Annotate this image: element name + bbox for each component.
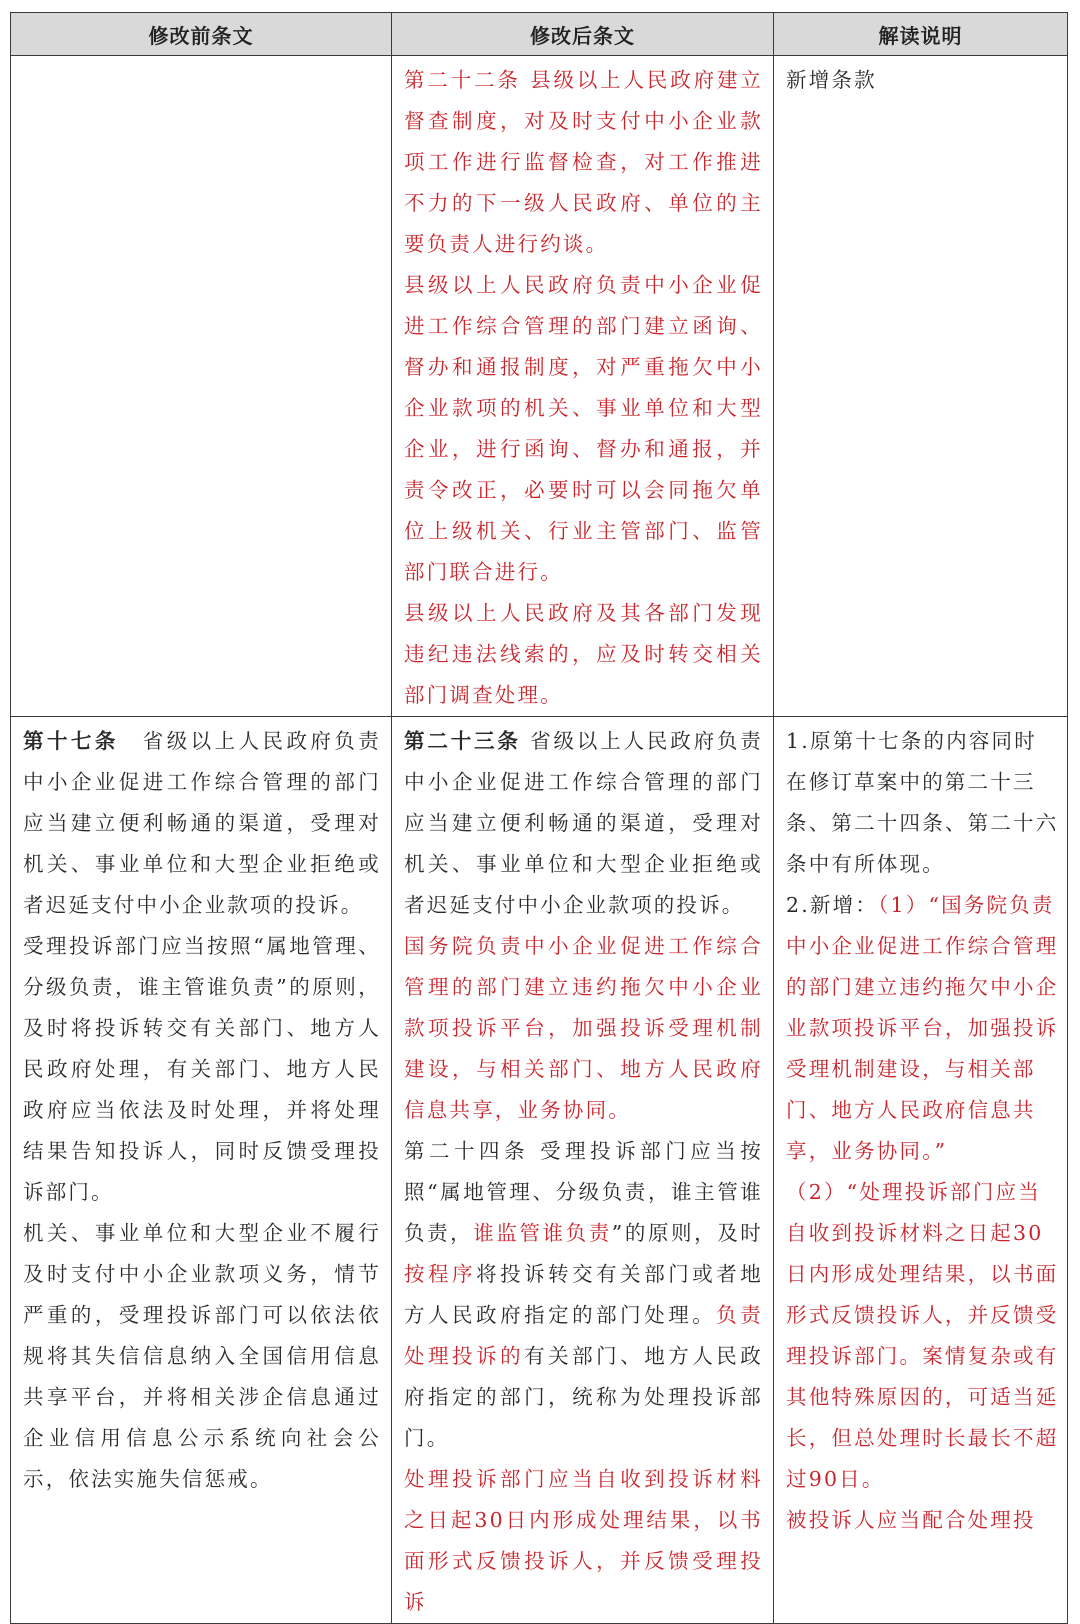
article-24-seg2-new: 谁监管谁负责 [473,1221,612,1245]
comparison-table [10,12,1068,1624]
note-item-1: 1.原第十七条的内容同时在修订草案中的第二十三条、第二十四条、第二十六条中有所体现。 [786,729,1059,876]
article-17-paragraph-2: 受理投诉部门应当按照“属地管理、分级负责，谁主管谁负责”的原则，及时将投诉转交有关部门、地方人民政府处理，有关部门、地方人民政府应当依法及时处理，并将处理结果告知投诉人，同时反馈受理投诉部门。 [23,934,381,1204]
article-17-label: 第十七条 [23,729,119,753]
article-23-paragraph-1 [404,721,763,926]
note-new-clause-text: 新增条款 [786,68,877,92]
article-17-text: 省级以上人民政府负责中小企业促进工作综合管理的部门应当建立便利畅通的渠道，受理对机关、事业单位和大型企业拒绝或者迟延支付中小企业款项的投诉。 [23,729,381,917]
article-23-platform-paragraph: 国务院负责中小企业促进工作综合管理的部门建立违约拖欠中小企业款项投诉平台，加强投诉受理机制建设，与相关部门、地方人民政府信息共享，业务协同。 [404,934,763,1122]
article-24-paragraph-1 [404,1131,763,1459]
note-item-2-part-3: 被投诉人应当配合处理投 [786,1508,1036,1532]
article-24-deadline-paragraph: 处理投诉部门应当自收到投诉材料之日起30日内形成处理结果，以书面形式反馈投诉人，并反馈受理投诉 [404,1467,763,1614]
note-item-2-part-1: （1）“国务院负责中小企业促进工作综合管理的部门建立违约拖欠中小企业款项投诉平台，加强投诉受理机制建设，与相关部门、地方人民政府信息共享，业务协同。” [786,893,1059,1163]
header-note: 解读说明 [774,13,1068,56]
note-item-2-prefix: 2.新增： [786,893,879,917]
note-item-2-part-2: （2）“处理投诉部门应当自收到投诉材料之日起30日内形成处理结果，以书面形式反馈投诉人，并反馈受理投诉部门。案情复杂或有其他特殊原因的，可适当延长，但总处理时长最长不超过90日。 [786,1180,1059,1491]
cell-before-empty [11,56,392,717]
article-17-paragraph-3: 机关、事业单位和大型企业不履行及时支付中小企业款项义务，情节严重的，受理投诉部门可以依法依规将其失信信息纳入全国信用信息共享平台，并将相关涉企信息通过企业信用信息公示系统向社会公示，依法实施失信惩戒。 [23,1221,381,1491]
header-after-text: 修改后条文 [392,13,774,56]
header-before-text: 修改前条文 [11,13,392,56]
cell-after-articles-23-24 [392,717,774,1624]
note-item-2 [786,885,1059,1172]
article-17-paragraph-1 [23,721,381,926]
header-row [11,13,1068,56]
article-24-seg4-new: 按程序 [404,1262,477,1286]
article-22-paragraph-2: 县级以上人民政府负责中小企业促进工作综合管理的部门建立函询、督办和通报制度，对严重拖欠中小企业款项的机关、事业单位和大型企业，进行函询、督办和通报，并责令改正，必要时可以会同拖欠单位上级机关、行业主管部门、监管部门联合进行。 [404,273,763,584]
article-24-seg7: 有关部门、地方人民政府指定的部门，统称为处理投诉部门。 [404,1344,764,1450]
article-23-label: 第二十三条 [404,729,521,753]
cell-note-new-clause [774,56,1068,717]
cell-before-article-17 [11,717,392,1624]
article-23-text: 省级以上人民政府负责中小企业促进工作综合管理的部门应当建立便利畅通的渠道，受理对机关、事业单位和大型企业拒绝或者迟延支付中小企业款项的投诉。 [404,729,764,917]
article-22-paragraph-1: 第二十二条 县级以上人民政府建立督查制度，对及时支付中小企业款项工作进行监督检查，对工作推进不力的下一级人民政府、单位的主要负责人进行约谈。 [404,68,763,256]
table-row [11,717,1068,1624]
article-24-seg1: 第二十四条 受理投诉部门应当按照“属地管理、分级负责，谁主管谁负责， [404,1139,763,1245]
table-row [11,56,1068,717]
cell-note-article-17 [774,717,1068,1624]
article-22-paragraph-3: 县级以上人民政府及其各部门发现违纪违法线索的，应及时转交相关部门调查处理。 [404,601,763,707]
article-24-seg6-new: 负责处理投诉的 [404,1303,763,1368]
cell-after-article-22 [392,56,774,717]
article-24-seg3: ”的原则，及时 [611,1221,763,1245]
article-24-seg5: 将投诉转交有关部门或者地方人民政府指定的部门处理。 [404,1262,763,1327]
